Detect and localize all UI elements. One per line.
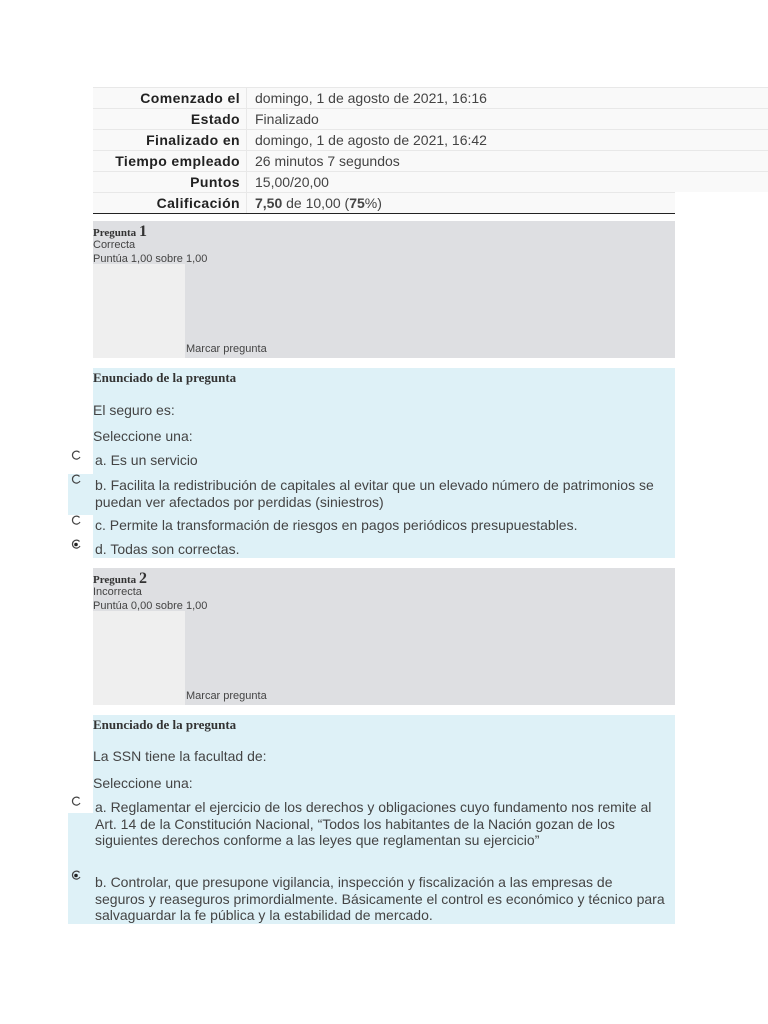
question-grade: Puntúa 1,00 sobre 1,00 <box>93 253 208 265</box>
summary-row-points <box>93 171 768 192</box>
question-grade: Puntúa 0,00 sobre 1,00 <box>93 600 208 612</box>
summary-row-state <box>93 108 768 129</box>
answer-option-a[interactable]: a. Reglamentar el ejercicio de los derechos y obligaciones cuyo fundamento nos remite al Art. 14 de la Constitución Nacional, “Todos los habitantes de la Nación gozan de los siguientes derechos conforme a las leyes que reglamentan su ejercicio” <box>95 799 652 848</box>
summary-value: 26 minutos 7 segundos <box>246 151 768 171</box>
summary-label: Estado <box>190 111 240 127</box>
radio-option-b[interactable] <box>71 474 82 485</box>
summary-row-time-taken <box>93 150 768 171</box>
question-state: Correcta <box>93 239 136 251</box>
summary-row-finished <box>93 129 768 150</box>
attempt-summary-table <box>93 87 768 214</box>
summary-value: 15,00/20,00 <box>246 172 768 192</box>
summary-row-grade <box>93 192 675 214</box>
question-text: El seguro es: <box>93 402 175 418</box>
answer-option-b[interactable]: b. Controlar, que presupone vigilancia, inspección y fiscalización a las empresas de seguros y reaseguros primordialmente. Básicamente el control es económico y técnico para salvaguardar la fe pública y la estabilidad de mercado. <box>95 874 665 923</box>
grade-out-of: de 10,00 ( <box>282 195 350 211</box>
question-2-info <box>93 568 675 705</box>
question-text: La SSN tiene la facultad de: <box>93 748 267 764</box>
question-content-title: Enunciado de la pregunta <box>93 370 237 385</box>
flag-question-link[interactable]: Marcar pregunta <box>186 690 267 702</box>
answer-option-b[interactable]: b. Facilita la redistribución de capitales al evitar que un elevado número de patrimonios se puedan ver afectados por perdidas (siniestros) <box>95 477 654 510</box>
summary-row-started <box>93 87 768 108</box>
radio-option-d-selected[interactable] <box>71 539 82 550</box>
summary-value <box>246 193 675 213</box>
radio-option-c[interactable] <box>71 515 82 526</box>
question-number-value: 1 <box>138 223 147 240</box>
select-one-prompt: Seleccione una: <box>93 775 193 791</box>
summary-label: Calificación <box>156 195 240 211</box>
question-1-info <box>93 221 675 358</box>
question-number-value: 2 <box>138 570 147 587</box>
radio-option-a[interactable] <box>71 450 82 461</box>
question-info-lower <box>93 611 185 705</box>
radio-option-b-selected[interactable] <box>71 870 82 881</box>
summary-label: Comenzado el <box>140 90 240 106</box>
summary-value: Finalizado <box>246 109 768 129</box>
select-one-prompt: Seleccione una: <box>93 428 193 444</box>
question-content-title: Enunciado de la pregunta <box>93 717 237 732</box>
summary-label: Puntos <box>190 174 240 190</box>
question-prefix: Pregunta <box>93 227 137 239</box>
flag-question-link[interactable]: Marcar pregunta <box>186 343 267 355</box>
radio-option-a[interactable] <box>71 796 82 807</box>
answer-option-d[interactable]: d. Todas son correctas. <box>95 541 240 557</box>
question-1-content <box>93 368 675 558</box>
grade-percent-suffix: %) <box>364 195 382 211</box>
grade-percent: 75 <box>349 195 365 211</box>
question-prefix: Pregunta <box>93 574 137 586</box>
question-info-lower <box>93 264 185 358</box>
answer-option-a[interactable]: a. Es un servicio <box>95 452 198 468</box>
summary-value: domingo, 1 de agosto de 2021, 16:16 <box>246 88 768 108</box>
answer-option-c[interactable]: c. Permite la transformación de riesgos en pagos periódicos presupuestables. <box>95 517 578 533</box>
question-2-content <box>93 715 675 924</box>
grade-value: 7,50 <box>255 195 283 211</box>
summary-label: Tiempo empleado <box>115 153 240 169</box>
summary-label: Finalizado en <box>146 132 240 148</box>
summary-value: domingo, 1 de agosto de 2021, 16:42 <box>246 130 768 150</box>
content-extension <box>68 813 93 924</box>
question-state: Incorrecta <box>93 586 142 598</box>
